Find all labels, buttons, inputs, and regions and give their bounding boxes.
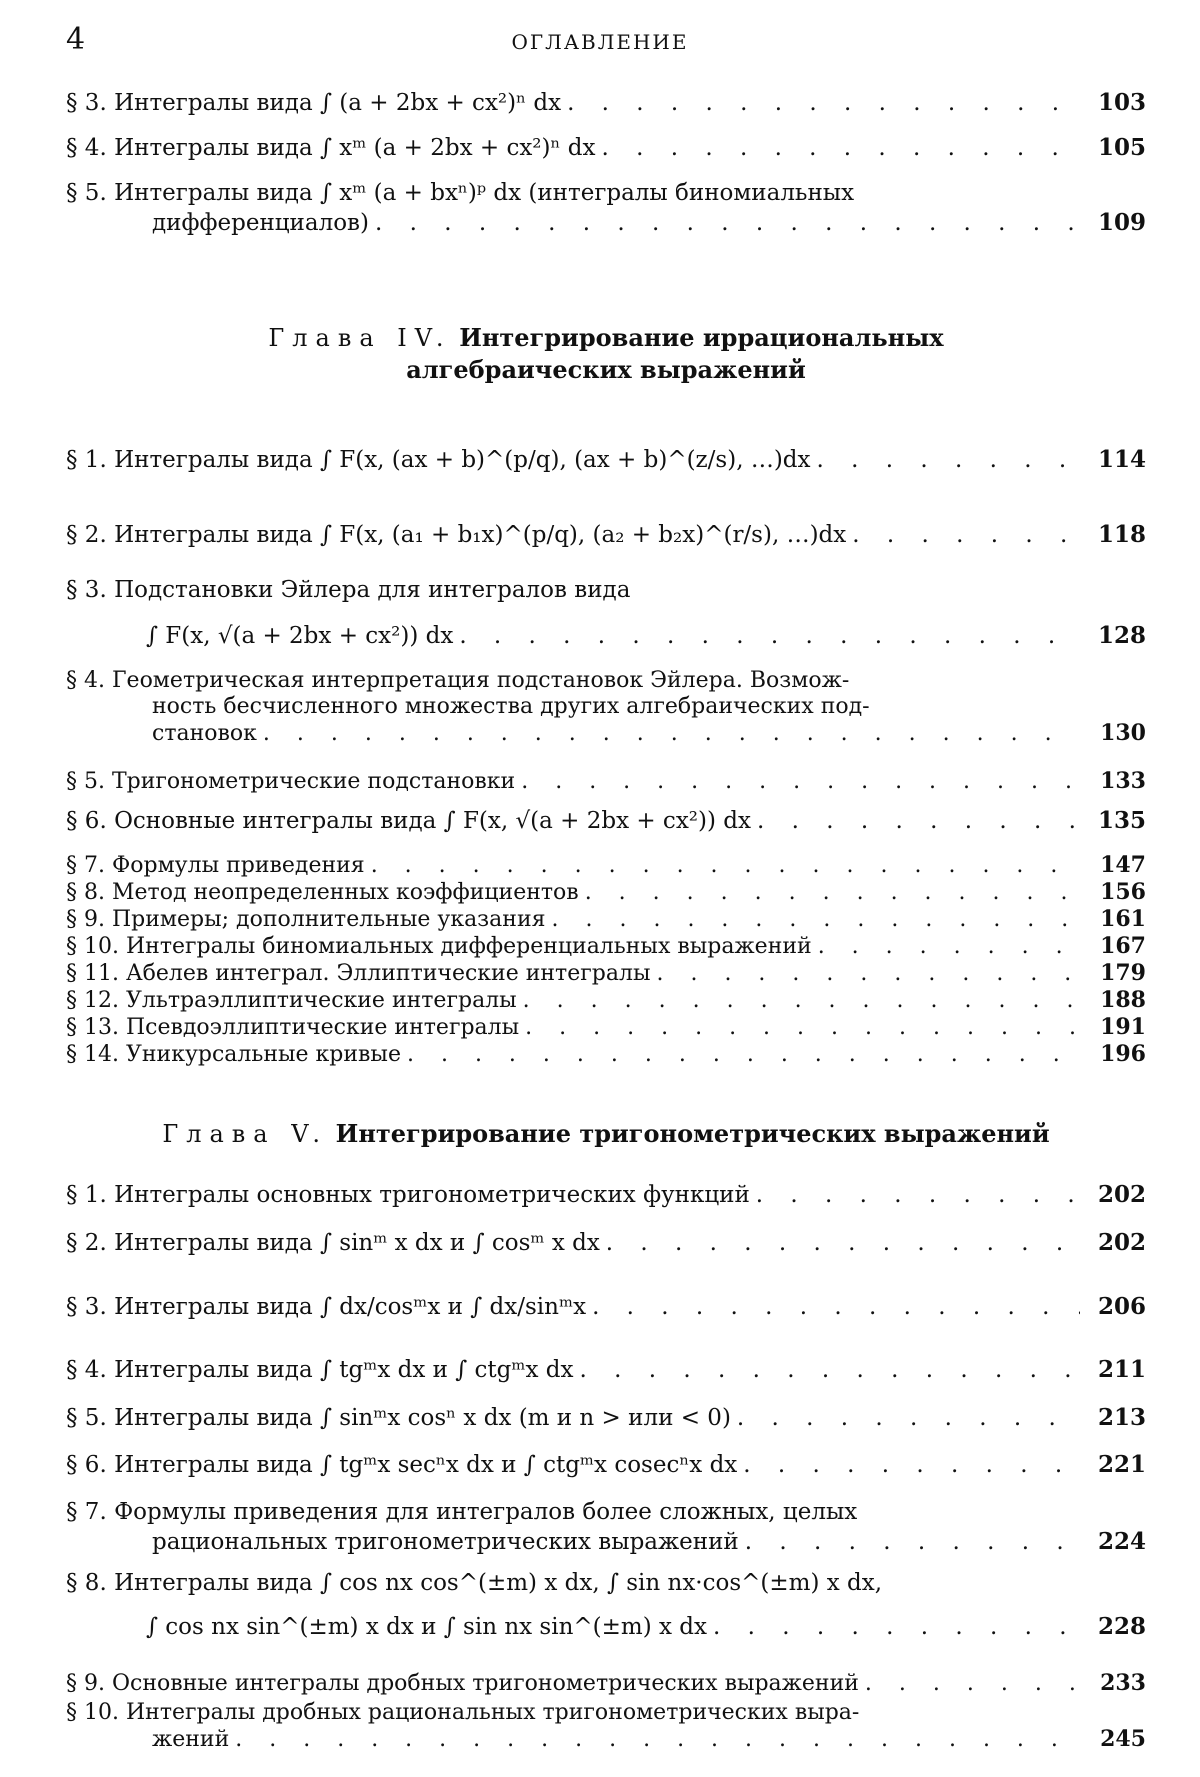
toc-entry: § 12. Ультраэллиптические интегралы . . . 188 <box>66 987 1146 1014</box>
toc-entry: § 9. Основные интегралы дробных тригонометрических выражений . . . 233 <box>66 1670 1146 1697</box>
chapter-heading-5: Глава V. Интегрирование тригонометрических выражений <box>162 1119 1050 1148</box>
toc-entry: § 9. Примеры; дополнительные указания . . . 161 <box>66 906 1146 933</box>
toc-entry: § 4. Интегралы вида ∫ tgᵐx dx и ∫ ctgᵐx dx . . . 211 <box>66 1355 1146 1385</box>
toc-entry: § 11. Абелев интеграл. Эллиптические интегралы . . . 179 <box>66 960 1146 987</box>
toc-entry: § 5. Интегралы вида ∫ sinᵐx cosⁿ x dx (m и n > или < 0) . . . 213 <box>66 1403 1146 1433</box>
toc-entry: § 5. Тригонометрические подстановки . . . 133 <box>66 768 1146 795</box>
toc-entry: § 14. Уникурсальные кривые . . . 196 <box>66 1041 1146 1068</box>
toc-entry: § 10. Интегралы биномиальных дифференциальных выражений . . . 167 <box>66 933 1146 960</box>
page-number: 4 <box>66 22 86 57</box>
toc-entry: § 1. Интегралы вида ∫ F(x, (ax + b)^(p/q), (ax + b)^(z/s), …)dx . . . 114 <box>66 445 1146 475</box>
toc-entry: § 3. Интегралы вида ∫ dx/cosᵐx и ∫ dx/sinᵐx . . . 206 <box>66 1292 1146 1322</box>
toc-entry: § 8. Метод неопределенных коэффициентов . . . 156 <box>66 879 1146 906</box>
toc-entry: § 6. Интегралы вида ∫ tgᵐx secⁿx dx и ∫ ctgᵐx cosecⁿx dx . . . 221 <box>66 1450 1146 1480</box>
toc-entry: § 1. Интегралы основных тригонометрических функций . . . 202 <box>66 1180 1146 1210</box>
toc-entry: § 2. Интегралы вида ∫ F(x, (a₁ + b₁x)^(p/q), (a₂ + b₂x)^(r/s), …)dx . . . 118 <box>66 520 1146 550</box>
toc-entry: § 4. Интегралы вида ∫ xᵐ (a + 2bx + cx²)ⁿ dx . . . 105 <box>66 133 1146 163</box>
toc-entry-list <box>66 852 1146 1068</box>
toc-entry: § 10. Интегралы дробных рациональных тригонометрических выра- жений . . . 245 <box>66 1700 1146 1753</box>
chapter-heading-4: Глава IV. Интегрирование иррациональных алгебраических выражений <box>268 323 944 384</box>
toc-entry: § 8. Интегралы вида ∫ cos nx cos^(±m) x dx, ∫ sin nx·cos^(±m) x dx, ∫ cos nx sin^(±m) x dx и ∫ sin nx sin^(±m) x dx . . . 228 <box>66 1568 1146 1642</box>
toc-entry: § 5. Интегралы вида ∫ xᵐ (a + bxⁿ)ᵖ dx (интегралы биномиальных дифференциалов) . . . 109 <box>66 178 1146 238</box>
toc-entry: § 7. Формулы приведения . . . 147 <box>66 852 1146 879</box>
toc-entry: § 2. Интегралы вида ∫ sinᵐ x dx и ∫ cosᵐ x dx . . . 202 <box>66 1228 1146 1258</box>
running-head <box>60 22 1140 62</box>
toc-entry: § 6. Основные интегралы вида ∫ F(x, √(a + 2bx + cx²)) dx . . . 135 <box>66 806 1146 836</box>
toc-entry: § 3. Интегралы вида ∫ (a + 2bx + cx²)ⁿ dx . . . 103 <box>66 88 1146 118</box>
toc-entry: § 13. Псевдоэллиптические интегралы . . . 191 <box>66 1014 1146 1041</box>
toc-entry: § 3. Подстановки Эйлера для интегралов вида ∫ F(x, √(a + 2bx + cx²)) dx . . . 128 <box>66 575 1146 651</box>
toc-entry: § 7. Формулы приведения для интегралов более сложных, целых рациональных тригонометрических выражений . . . 224 <box>66 1497 1146 1557</box>
running-title: ОГЛАВЛЕНИЕ <box>511 30 689 54</box>
toc-entry: § 4. Геометрическая интерпретация подстановок Эйлера. Возмож- ность бесчисленного множества других алгебраических под- становок . . . 130 <box>66 668 1146 747</box>
